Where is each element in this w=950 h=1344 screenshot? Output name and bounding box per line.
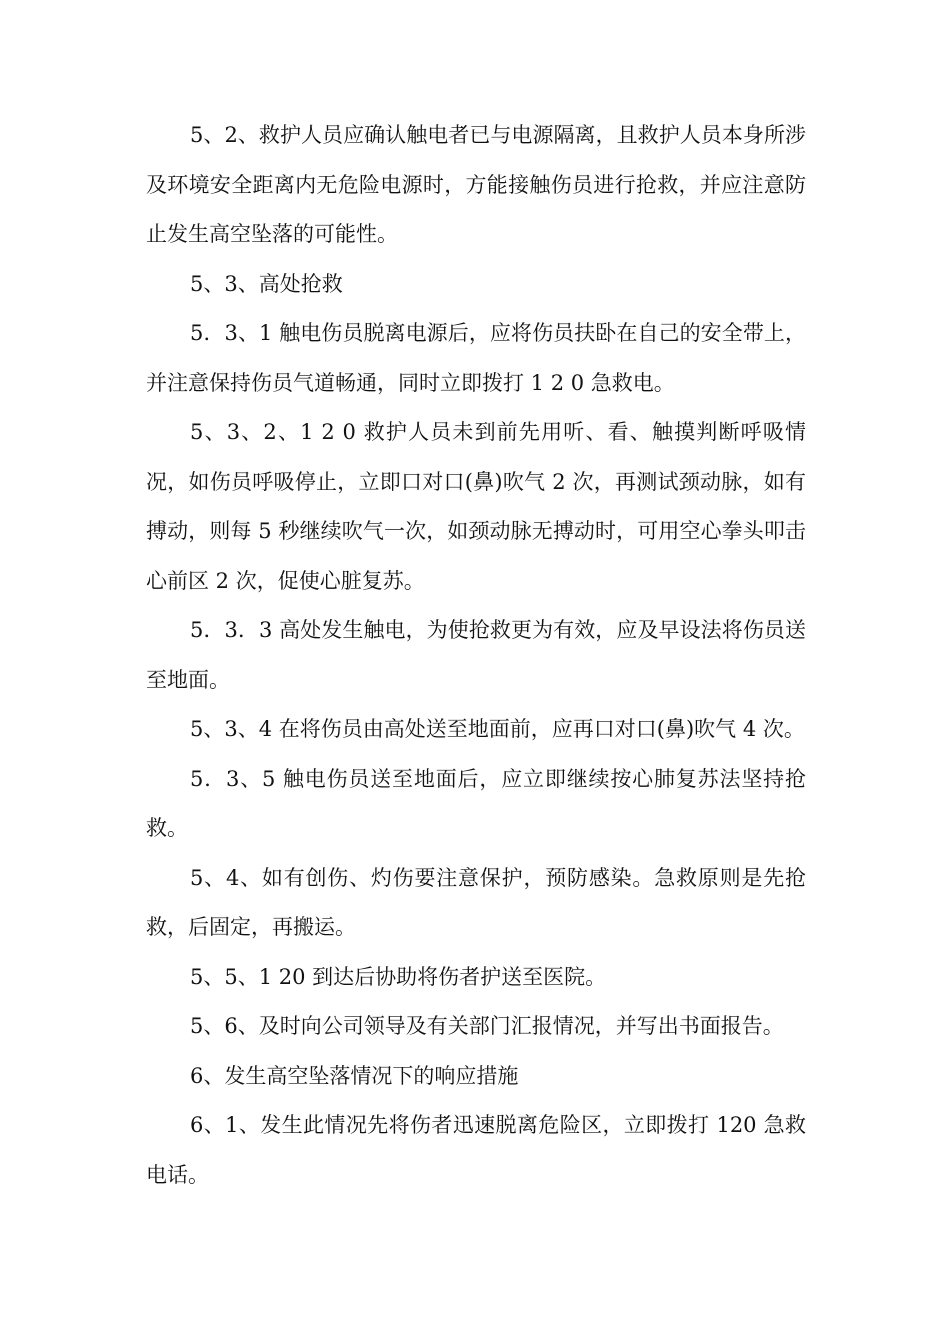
paragraph-5-3-2: 5、3、2、1 2 0 救护人员未到前先用听、看、触摸判断呼吸情况，如伤员呼吸停止，立即口对口(鼻)吹气 2 次，再测试颈动脉，如有搏动，则每 5 秒继续吹气一次，如颈动脉无搏动时，可用空心拳头叩击心前区 2 次，促使心脏复苏。 (146, 420, 806, 593)
paragraph-5-4: 5、4、如有创伤、灼伤要注意保护，预防感染。急救原则是先抢救，后固定，再搬运。 (146, 865, 806, 939)
paragraph-5-2: 5、2、救护人员应确认触电者已与电源隔离，且救护人员本身所涉及环境安全距离内无危险电源时，方能接触伤员进行抢救，并应注意防止发生高空坠落的可能性。 (146, 123, 806, 246)
paragraph-5-6: 5、6、及时向公司领导及有关部门汇报情况，并写出书面报告。 (190, 1014, 784, 1038)
paragraph-5-3-1: 5．3、1 触电伤员脱离电源后，应将伤员扶卧在自己的安全带上，并注意保持伤员气道畅通，同时立即拨打 1 2 0 急救电。 (146, 321, 806, 395)
paragraph-5-3-3: 5．3．3 高处发生触电，为使抢救更为有效，应及早设法将伤员送至地面。 (146, 618, 806, 692)
paragraph-6-heading: 6、发生高空坠落情况下的响应措施 (190, 1063, 519, 1088)
paragraph-5-5: 5、5、1 20 到达后协助将伤者护送至医院。 (190, 964, 607, 989)
paragraph-6-1: 6、1、发生此情况先将伤者迅速脱离危险区，立即拨打 120 急救电话。 (146, 1113, 806, 1187)
paragraph-5-3-5: 5．3、5 触电伤员送至地面后，应立即继续按心肺复苏法坚持抢救。 (146, 766, 806, 840)
paragraph-5-3-heading: 5、3、高处抢救 (190, 271, 343, 296)
paragraph-5-3-4: 5、3、4 在将伤员由高处送至地面前，应再口对口(鼻)吹气 4 次。 (190, 717, 805, 741)
document-body (146, 111, 806, 1200)
